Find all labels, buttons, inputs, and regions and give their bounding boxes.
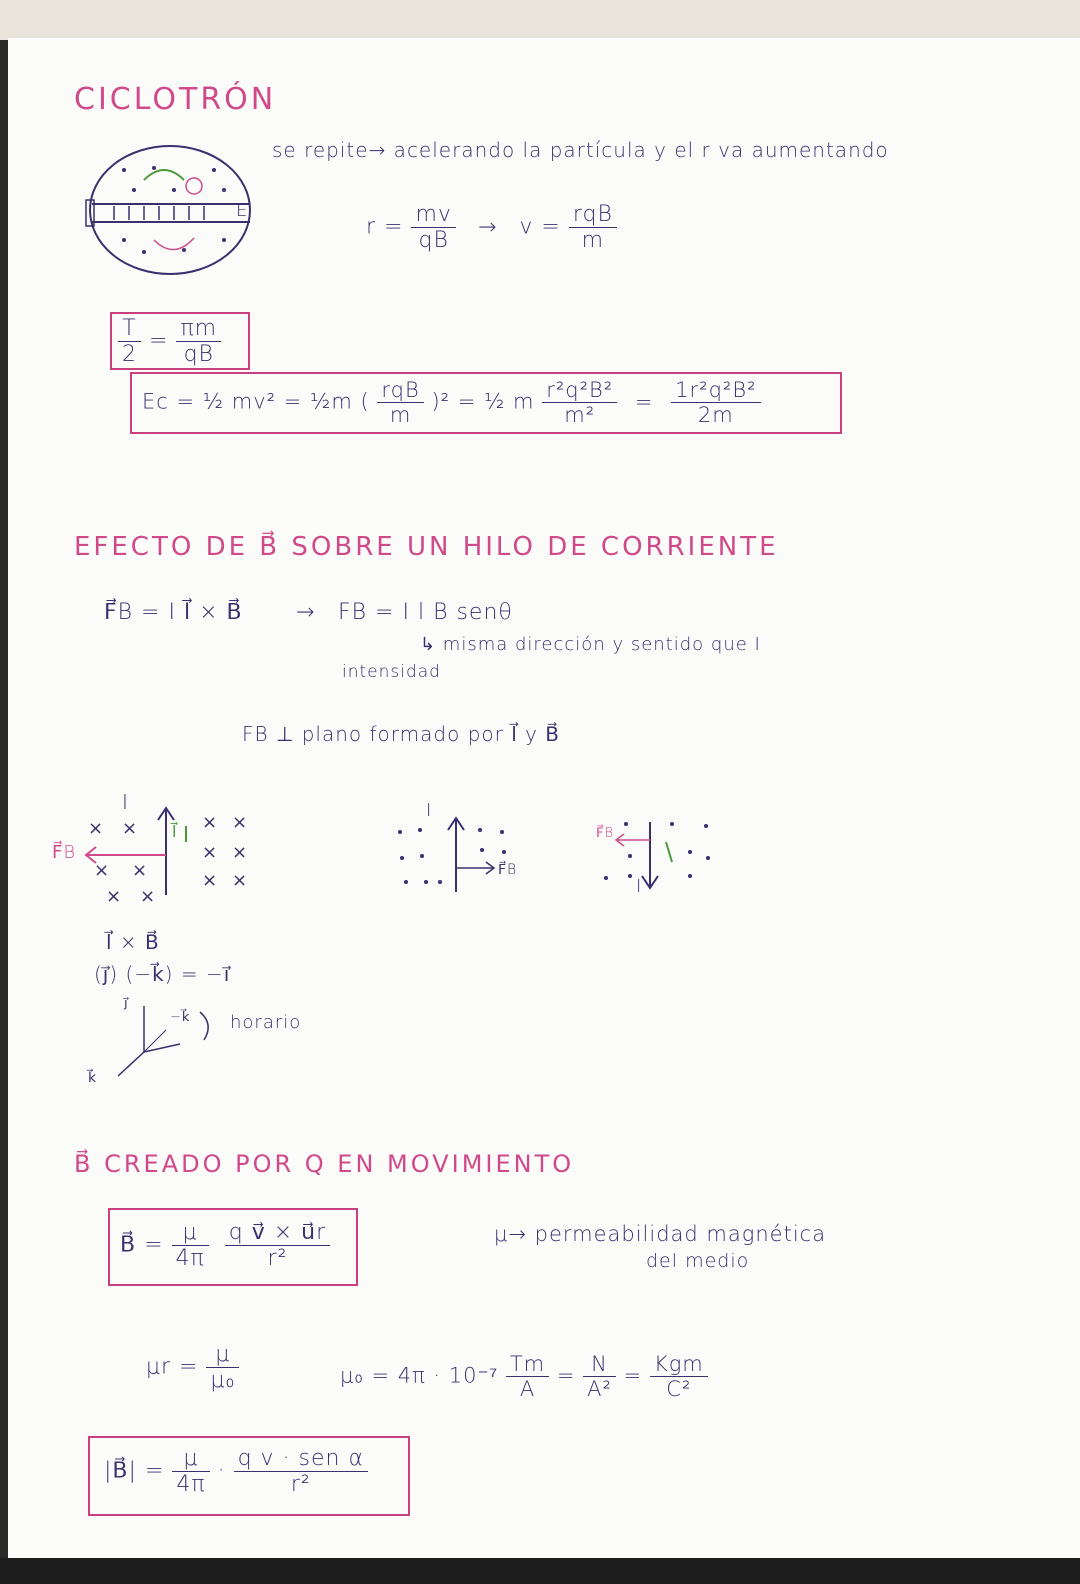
axis-neg-k-label: −k⃗ bbox=[170, 1010, 191, 1025]
wire2-force-label: F⃗B bbox=[498, 862, 518, 878]
period-lhs-num: T bbox=[118, 316, 141, 342]
desk-background bbox=[0, 0, 1080, 40]
page-edge bbox=[0, 1558, 1080, 1584]
svg-text:×: × bbox=[202, 842, 218, 863]
svg-text:×: × bbox=[232, 842, 248, 863]
relative-permeability bbox=[146, 1342, 239, 1393]
ec-d-num: 1r²q²B² bbox=[671, 378, 760, 403]
period-den: qB bbox=[183, 342, 214, 367]
mag-4pi: 4π bbox=[176, 1472, 206, 1497]
radius-lhs: r = bbox=[366, 214, 404, 240]
svg-text:×: × bbox=[132, 860, 148, 881]
b-field-lhs: B⃗ = bbox=[120, 1232, 164, 1258]
svg-text:×: × bbox=[94, 860, 110, 881]
ec-d-den: 2m bbox=[697, 403, 734, 427]
axis-k-label: k⃗ bbox=[88, 1070, 98, 1086]
ec-frac-num: rqB bbox=[377, 378, 423, 403]
radius-num: mv bbox=[411, 202, 455, 228]
mag-dot: · bbox=[217, 1458, 226, 1484]
b-field-formula bbox=[120, 1220, 330, 1271]
mu0-f2-num: N bbox=[583, 1352, 616, 1377]
radius-formula bbox=[366, 202, 617, 253]
ec-part-a: Ec = ½ mv² = ½m ( bbox=[142, 389, 370, 414]
section-title-b-creado: B⃗ CREADO POR Q EN MOVIMIENTO bbox=[74, 1150, 575, 1178]
wire2-current-label: I bbox=[426, 800, 433, 821]
period-num: πm bbox=[176, 316, 221, 342]
svg-text:×: × bbox=[202, 812, 218, 833]
velocity-den: m bbox=[581, 228, 605, 253]
radius-den: qB bbox=[418, 228, 449, 253]
period-lhs-den: 2 bbox=[122, 342, 137, 367]
mur-lhs: μr = bbox=[146, 1354, 199, 1380]
wire-diagram-2 bbox=[390, 810, 530, 900]
section-title-ciclotron: CICLOTRÓN bbox=[74, 82, 277, 117]
b-field-4pi: 4π bbox=[175, 1246, 205, 1271]
perpendicular-note: FB ⊥ plano formado por l⃗ y B⃗ bbox=[242, 722, 561, 746]
wire1-length-label: l⃗ bbox=[172, 822, 178, 841]
b-field-den: r² bbox=[267, 1246, 288, 1271]
b-field-mu: μ bbox=[172, 1220, 209, 1246]
ec-c-den: m² bbox=[564, 403, 596, 427]
wire-diagram-1 bbox=[54, 800, 274, 910]
mu0-f2-den: A² bbox=[587, 1377, 612, 1401]
implies-arrow: → bbox=[477, 214, 498, 240]
electric-field-label: E bbox=[236, 200, 249, 221]
mu0-f3-num: Kgm bbox=[650, 1352, 708, 1377]
mu0-f1-den: A bbox=[519, 1377, 536, 1401]
wire3-force-label: F⃗B bbox=[596, 826, 614, 841]
period-formula bbox=[118, 316, 221, 367]
cross-product-result: (j⃗) (−k⃗) = −i⃗ bbox=[94, 962, 231, 986]
axes-diagram bbox=[100, 994, 240, 1094]
clockwise-label: horario bbox=[230, 1012, 302, 1033]
b-field-num: q v⃗ × u⃗r bbox=[225, 1220, 330, 1246]
mag-den: r² bbox=[290, 1472, 311, 1497]
ec-eq: = bbox=[634, 389, 654, 414]
vacuum-permeability bbox=[340, 1352, 708, 1401]
kinetic-energy-formula bbox=[142, 378, 761, 427]
svg-text:×: × bbox=[232, 812, 248, 833]
ec-frac-den: m bbox=[389, 403, 412, 427]
axis-j-label: j⃗ bbox=[124, 996, 129, 1011]
mu-note-medium: del medio bbox=[646, 1250, 750, 1272]
b-magnitude-formula bbox=[104, 1446, 368, 1497]
ec-c-num: r²q²B² bbox=[542, 378, 617, 403]
svg-text:×: × bbox=[140, 886, 156, 907]
mu0-eq-2: = bbox=[623, 1363, 643, 1388]
mag-mu: μ bbox=[172, 1446, 209, 1472]
force-magnitude-eq: FB = I l B senθ bbox=[338, 600, 513, 625]
mu0-f3-den: C² bbox=[666, 1377, 692, 1401]
cyclotron-note: se repite→ acelerando la partícula y el r va aumentando bbox=[272, 138, 889, 162]
mu-note: μ→ permeabilidad magnética bbox=[494, 1222, 827, 1246]
wire3-current-label: I bbox=[636, 876, 643, 897]
mag-num: q v · sen α bbox=[234, 1446, 368, 1472]
mag-lhs: |B⃗| = bbox=[104, 1458, 165, 1484]
svg-text:×: × bbox=[88, 818, 104, 839]
cross-product-label: l⃗ × B⃗ bbox=[106, 930, 160, 954]
svg-text:×: × bbox=[106, 886, 122, 907]
velocity-num: rqB bbox=[569, 202, 617, 228]
mu0-f1-num: Tm bbox=[506, 1352, 549, 1377]
force-arrow: → bbox=[296, 600, 316, 625]
mur-den: μ₀ bbox=[210, 1368, 236, 1393]
velocity-lhs: v = bbox=[519, 214, 561, 240]
direction-note: ↳ misma dirección y sentido que I bbox=[420, 634, 761, 655]
force-vector-eq: F⃗B = I l⃗ × B⃗ bbox=[104, 600, 243, 625]
period-eq: = bbox=[149, 328, 169, 354]
section-title-efecto: EFECTO DE B⃗ SOBRE UN HILO DE CORRIENTE bbox=[74, 532, 779, 562]
svg-text:×: × bbox=[232, 870, 248, 891]
svg-text:×: × bbox=[202, 870, 218, 891]
mu0-lhs: μ₀ = 4π · 10⁻⁷ bbox=[340, 1363, 499, 1388]
svg-text:×: × bbox=[122, 818, 138, 839]
mu0-eq-1: = bbox=[556, 1363, 576, 1388]
wire1-current-label: I bbox=[122, 790, 129, 814]
mur-num: μ bbox=[206, 1342, 239, 1368]
wire1-force-label: F⃗B bbox=[52, 842, 77, 863]
intensity-note: intensidad bbox=[342, 662, 441, 682]
ec-part-b: )² = ½ m bbox=[431, 389, 535, 414]
